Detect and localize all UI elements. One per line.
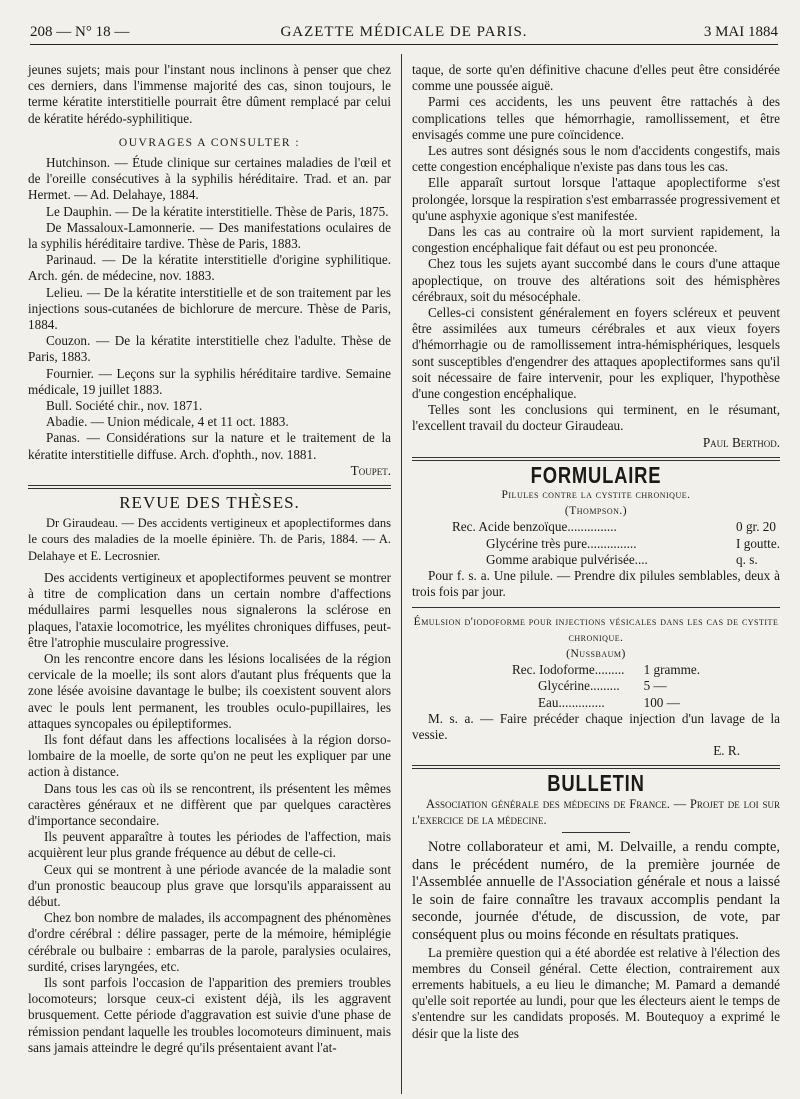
ingredient-qty: I goutte. [736,535,780,551]
recipe-instructions: Pour f. s. a. Une pilule. — Prendre dix pilules semblables, deux à trois fois par jour. [412,568,780,600]
reference-item: Hutchinson. — Étude clinique sur certaines maladies de l'œil et de l'oreille consécutives à la syphilis héréditaire. Trad. et an. par Hermet. — Ad. Delahaye, 1884. [28,155,391,203]
section-divider [412,457,780,461]
recipe-title: Émulsion d'iodoforme pour injections vésicales dans les cas de cystite chronique. [413,615,779,644]
body-paragraph: Ils peuvent apparaître à toutes les périodes de l'affection, mais acquièrent leur plus grande fréquence au début de celle-ci. [28,829,391,861]
bulletin-paragraph: Notre collaborateur et ami, M. Delvaille, a rendu compte, dans le précédent numéro, de la première journée de l'Assemblée annuelle de l'Association générale et nous a laissé le soin de faire connaître les travaux accomplis pendant la seconde, journée d'étude, de discussion, de vote, par conséquent plus ou moins féconde en résultats pratiques. [412,838,780,943]
reference-item: Couzon. — De la kératite interstitielle chez l'adulte. Thèse de Paris, 1883. [28,333,391,365]
section-divider [28,485,391,489]
body-paragraph: Des accidents vertigineux et apoplectiformes peuvent se montrer à titre de complication dans un certain nombre d'affections médullaires parmi lesquelles nous signalerons la sclérose en plaques, l'ataxie locomotrice, les myélites chroniques diffuses, peut-être l'atrophie musculaire progressive. [28,569,391,650]
reference-item: Abadie. — Union médicale, 4 et 11 oct. 1883. [46,414,289,430]
recipe-author: (Thompson.) [564,505,628,518]
section-title-revue: REVUE DES THÈSES. [119,493,300,513]
reference-item: Bull. Société chir., nov. 1871. [46,398,203,414]
section-divider [412,765,780,769]
ingredient-name: Rec. Acide benzoïque............... [452,519,617,535]
page-header [30,22,778,45]
ingredient-qty: 100 — [643,694,680,710]
references-list [28,155,391,463]
ingredient-name: Glycérine......... [538,678,620,694]
body-paragraph: Ceux qui se montrent à une période avancée de la maladie sont d'un pronostic beaucoup plus grave que lorsqu'ils apparaissent au début. [28,861,391,909]
reference-item: Parinaud. — De la kératite interstitielle d'origine syphilitique. Arch. gén. de médecine, nov. 1883. [28,252,391,284]
ingredient-qty: 1 gramme. [643,662,700,678]
reference-item: Lelieu. — De la kératite interstitielle et de son traitement par les injections sous-cutanées de bichlorure de mercure. Thèse de Paris, 1884. [28,284,391,333]
body-paragraph: Celles-ci consistent généralement en foyers scléreux et peuvent être assimilées aux tumeurs cérébrales et aux vieux foyers d'hémorrhagie ou de ramollissement intra-hémisphériques, lesquels sont susceptibles d'engendrer des attaques apoplectiformes sans qu'il soit nécessaire de faire intervenir, pour les expliquer, l'hypothèse d'une congestion encéphalique. [412,305,780,402]
body-paragraph: Ils font défaut dans les affections localisées à la région dorso-lombaire de la moelle, de sorte qu'on ne peut les expliquer par une action à distance. [28,731,391,780]
body-paragraph: Ils sont parfois l'occasion de l'apparition des premiers troubles locomoteurs; lorsque ceux-ci existent déjà, ils les aggravent brusquement. Cette période d'aggravation est suivie d'une phase de rémission pendant laquelle les troubles locomoteurs diminuent, mais sans jamais atteindre le degré qu'ils présentaient avant l'at- [28,974,391,1055]
reference-item: Panas. — Considérations sur la nature et le traitement de la kératite interstitielle diffuse. Arch. d'ophth., nov. 1881. [28,430,391,462]
article-continuation: jeunes sujets; mais pour l'instant nous inclinons à penser que chez ces derniers, dans l'immense majorité des cas, sinon toujours, le terme kératite interstitielle pourrait être dûment remplacé par celui de kératite hérédo-syphilitique. [28,62,391,126]
ingredient-qty: q. s. [736,551,758,567]
recipe-instructions: M. s. a. — Faire précéder chaque injection d'un lavage de la vessie. [412,710,780,742]
body-paragraph: Chez bon nombre de malades, ils accompagnent des phénomènes d'ordre cérébral : délire passager, perte de la mémoire, hémiplégie cérébrale ou bulbaire : embarras de la parole, paralysies oculaires, surdité, crises laryngées, etc. [28,910,391,974]
bulletin-subtitle: Association générale des médecins de France. — Projet de loi sur l'exercice de la médecine. [412,796,780,827]
body-paragraph: On les rencontre encore dans les lésions localisées de la région cervicale de la moelle; ils sont alors d'autant plus fréquents que la zone lésée avoisine davantage le bulbe; ils coexistent souvent alors avec le pouls lent permanent, les troubles oculo-pupillaires, les attaques syncopales ou épileptiformes. [28,650,391,731]
reference-item: De Massaloux-Lamonnerie. — Des manifestations oculaires de la syphilis héréditaire tardive. Thèse de Paris, 1883. [28,219,391,252]
recipe-title: Pilules contre la cystite chronique. [501,489,691,502]
reference-item: Le Dauphin. — De la kératite interstitielle. Thèse de Paris, 1875. [46,203,389,219]
journal-title: GAZETTE MÉDICALE DE PARIS. [280,24,528,40]
section-title-formulaire: FORMULAIRE [530,461,662,488]
ingredient-qty: 0 gr. 20 [736,519,776,535]
body-paragraph: Parmi ces accidents, les uns peuvent être rattachés à des complications telles que hémorrhagie, ramollissement, et être envisagés comme une pure coïncidence. [412,94,780,142]
reference-item: Fournier. — Leçons sur la syphilis héréditaire tardive. Semaine médicale, 19 juillet 1883. [28,365,391,397]
body-paragraph: Dans tous les cas où ils se rencontrent, ils présentent les mêmes caractères généraux et ne diffèrent que par quelques caractères d'importance secondaire. [28,780,391,828]
bulletin-divider [562,832,630,833]
body-paragraph: Dans les cas au contraire où la mort survient rapidement, la congestion encéphalique fait défaut ou est peu prononcée. [412,224,780,256]
ingredient-qty: 5 — [643,678,667,694]
author-signature: Toupet. [350,462,391,478]
page-number: 208 — N° 18 — [30,24,130,40]
left-column [28,62,391,1056]
body-paragraph: Elle apparaît surtout lorsque l'attaque apoplectiforme s'est prolongée, lorsque la respiration s'est embarrassée progressivement et qu'une asphyxie agonique s'est manifestée. [412,175,780,223]
body-paragraph: Chez tous les sujets ayant succombé dans le cours d'une attaque apoplectique, on trouve des altérations soit des hémisphères cérébraux, soit du mésocéphale. [412,256,780,304]
author-signature: Paul Berthod. [702,434,780,450]
section-title-bulletin: BULLETIN [547,770,645,797]
author-signature: E. R. [713,743,740,759]
ingredient-name: Eau.............. [538,694,605,710]
body-paragraph: Telles sont les conclusions qui terminent, en le résumant, l'excellent travail du docteur Giraudeau. [412,402,780,434]
recipe-author: (Nussbaum) [566,647,626,660]
ingredient-name: Gomme arabique pulvérisée.... [486,551,648,567]
recipe-divider [412,607,780,608]
recipe-ingredients [412,519,780,568]
body-paragraph: taque, de sorte qu'en définitive chacune d'elles peut être considérée comme une poussée aiguë. [412,62,780,94]
ingredient-name: Glycérine très pure............... [486,535,637,551]
ingredient-name: Rec. Iodoforme......... [512,662,625,678]
thesis-reference: Dr Giraudeau. — Des accidents vertigineux et apoplectiformes dans le cours des maladies de la moelle épinière. Th. de Paris, 1884. — A. Delahaye et E. Lecrosnier. [28,516,391,563]
body-paragraph: Les autres sont désignés sous le nom d'accidents congestifs, mais cette congestion encéphalique n'existe pas dans tous les cas. [412,143,780,175]
column-divider [401,54,402,1094]
references-title: OUVRAGES A CONSULTER : [118,136,301,149]
issue-date: 3 MAI 1884 [703,24,778,40]
bulletin-paragraph: La première question qui a été abordée est relative à l'élection des membres du Conseil général. Cette élection, contrairement aux errements habituels, a eu lieu le dimanche; M. Pamard a demandé qu'elle soit reportée au lundi, pour que les électeurs aient le temps de s'entendre sur les candidats proposés. M. Boutequoy a exprimé le désir que la liste des [412,944,780,1041]
recipe-ingredients [412,662,780,711]
right-column [412,62,780,1042]
